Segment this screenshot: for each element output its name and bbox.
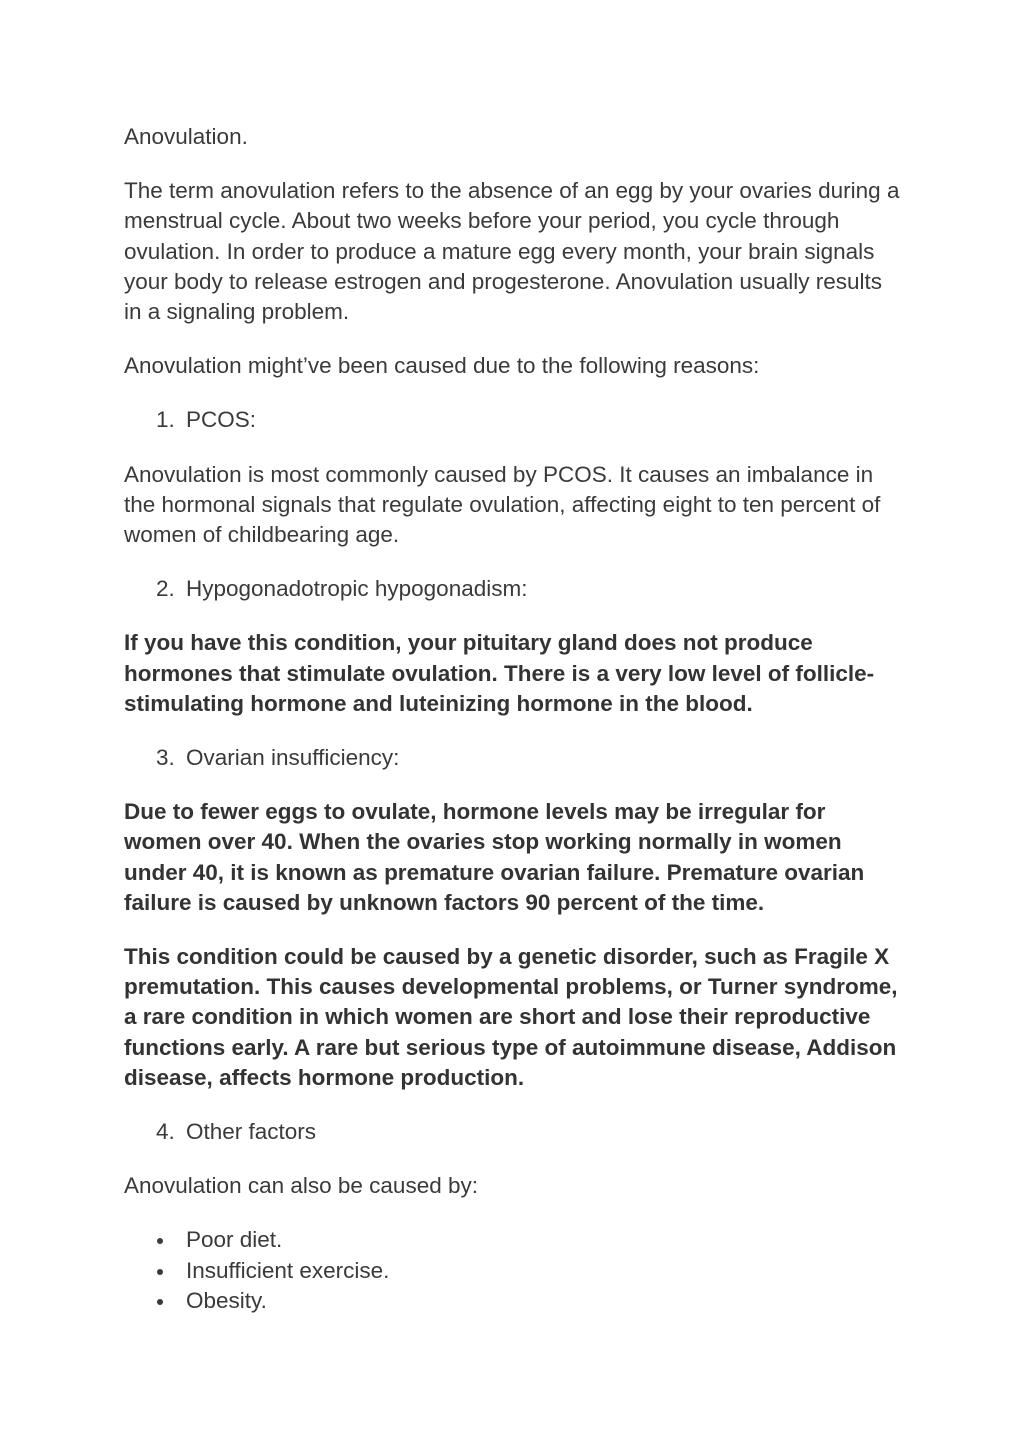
- document-heading: Anovulation.: [124, 124, 248, 149]
- reasons-lead-paragraph: Anovulation might’ve been caused due to the following reasons:: [124, 353, 760, 379]
- list-item-label: Ovarian insufficiency:: [186, 745, 400, 771]
- hypogonadism-paragraph: If you have this condition, your pituitary gland does not produce hormones that stimulate ovulation. There is a very low level of follicle-stimulating hormone and luteinizing hormone in the blood.: [124, 630, 875, 716]
- list-item-label: PCOS:: [186, 407, 257, 433]
- list-number: 1.: [156, 407, 175, 433]
- list-item-ovarian-insufficiency: [124, 743, 904, 773]
- intro-paragraph: The term anovulation refers to the absence of an egg by your ovaries during a menstrual cycle. About two weeks before your period, you cycle through ovulation. In order to produce a mature egg every month, your brain signals your body to release estrogen and progesterone. Anovulation usually results in a signaling problem.: [124, 178, 900, 325]
- other-factors-lead-paragraph: Anovulation can also be caused by:: [124, 1173, 478, 1199]
- bullet-item: [124, 1225, 904, 1255]
- list-number: 3.: [156, 745, 175, 771]
- bullet-item: [124, 1286, 904, 1316]
- list-item-hypogonadism: [124, 574, 904, 604]
- bullet-dot-icon: [124, 1256, 186, 1286]
- document-page: [124, 122, 904, 1316]
- list-item-label: Hypogonadotropic hypogonadism:: [186, 576, 528, 602]
- list-item-pcos: [124, 405, 904, 435]
- list-number: 2.: [156, 576, 175, 602]
- list-item-label: Other factors: [186, 1119, 317, 1145]
- ovarian-insufficiency-paragraph-1: Due to fewer eggs to ovulate, hormone levels may be irregular for women over 40. When the ovaries stop working normally in women under 40, it is known as premature ovarian failure. Premature ovarian failure is caused by unknown factors 90 percent of the time.: [124, 799, 865, 915]
- bullet-dot-icon: [124, 1225, 186, 1255]
- bullet-dot-icon: [124, 1286, 186, 1316]
- list-number: 4.: [156, 1119, 175, 1145]
- list-item-other-factors: [124, 1117, 904, 1147]
- ovarian-insufficiency-paragraph-2: This condition could be caused by a genetic disorder, such as Fragile X premutation. This causes developmental problems, or Turner syndrome, a rare condition in which women are short and lose their reproductive functions early. A rare but serious type of autoimmune disease, Addison disease, affects hormone production.: [124, 944, 898, 1090]
- bullet-text: Poor diet.: [186, 1227, 283, 1253]
- bullet-text: Insufficient exercise.: [186, 1257, 390, 1283]
- other-factors-bullet-list: [124, 1225, 904, 1316]
- bullet-item: [124, 1256, 904, 1286]
- bullet-text: Obesity.: [186, 1287, 267, 1313]
- pcos-paragraph: Anovulation is most commonly caused by PCOS. It causes an imbalance in the hormonal signals that regulate ovulation, affecting eight to ten percent of women of childbearing age.: [124, 461, 881, 548]
